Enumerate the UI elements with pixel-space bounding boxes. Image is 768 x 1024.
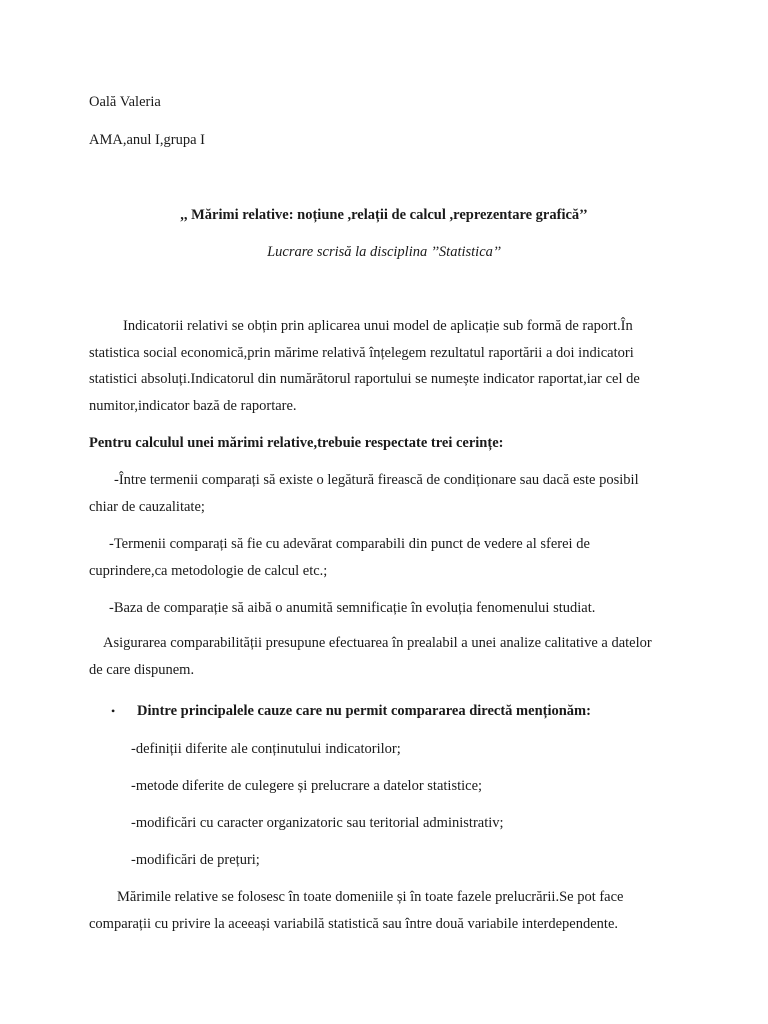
requirement-line: -Între termenii comparați să existe o legătură firească de condiționare sau dacă este posibil [114,472,639,488]
intro-line: statistici absoluți.Indicatorul din numărătorul raportului se numește indicator raportat,iar cel de [89,371,640,387]
cause-item: -modificări cu caracter organizatoric sau teritorial administrativ; [131,815,504,831]
student-group: AMA,anul I,grupa I [89,132,205,148]
intro-line: Indicatorii relativi se obțin prin aplicarea unui model de aplicație sub formă de raport.În [123,318,633,334]
requirements-heading: Pentru calculul unei mărimi relative,trebuie respectate trei cerințe: [89,435,504,451]
document-title: ,, Mărimi relative: noțiune ,relații de calcul ,reprezentare grafică’’ [180,207,588,223]
closing-line: comparații cu privire la aceeași variabilă statistică sau între două variabile interdependente. [89,916,619,932]
intro-line: statistica social economică,prin mărime relativă înțelegem rezultatul raportării a doi indicatori [89,345,634,361]
cause-item: -modificări de prețuri; [131,852,260,868]
causes-heading: Dintre principalele cauze care nu permit compararea directă menționăm: [137,703,591,719]
cause-item: -definiții diferite ale conținutului indicatorilor; [131,741,401,757]
cause-item: -metode diferite de culegere și prelucrare a datelor statistice; [131,778,483,794]
document-subtitle: Lucrare scrisă la disciplina ’’Statistica’’ [267,244,501,260]
bullet-icon: • [111,704,116,718]
intro-line: numitor,indicator bază de raportare. [89,398,297,414]
comparability-line: de care dispunem. [89,662,195,678]
author-name: Oală Valeria [89,94,161,110]
requirement-line: -Termenii comparați să fie cu adevărat comparabili din punct de vedere al sferei de [109,536,590,552]
requirement-line: -Baza de comparație să aibă o anumită semnificație în evoluția fenomenului studiat. [109,600,596,616]
requirement-line: cuprindere,ca metodologie de calcul etc.; [89,563,328,579]
requirement-line: chiar de cauzalitate; [89,499,205,515]
closing-line: Mărimile relative se folosesc în toate domeniile și în toate fazele prelucrării.Se pot face [117,889,624,905]
comparability-line: Asigurarea comparabilității presupune efectuarea în prealabil a unei analize calitative a datelor [103,635,652,651]
